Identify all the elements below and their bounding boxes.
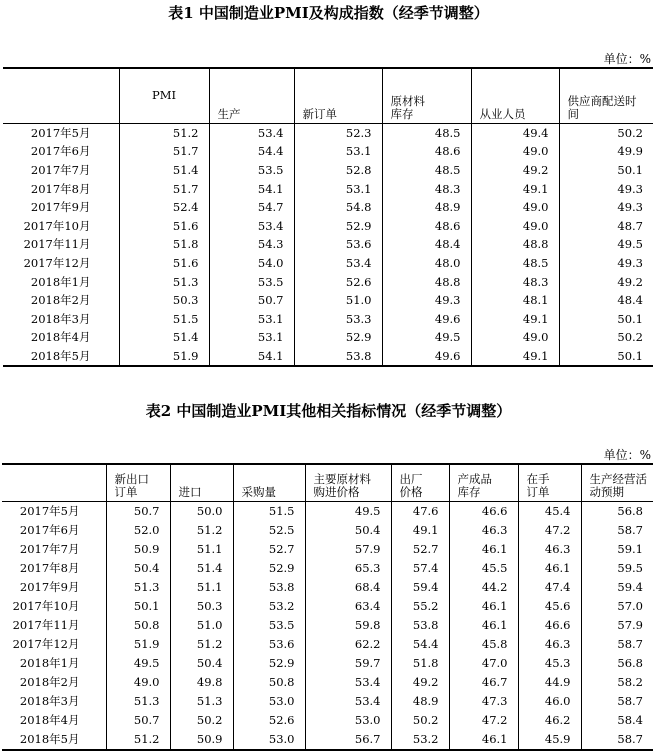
data-cell: 45.4 xyxy=(518,501,581,521)
column-header: 进口 xyxy=(170,464,233,501)
data-cell: 49.0 xyxy=(471,328,559,347)
column-header: 出厂 价格 xyxy=(391,464,449,501)
data-cell: 44.9 xyxy=(518,673,581,692)
row-label: 2017年7月 xyxy=(19,542,80,556)
table-row xyxy=(2,501,653,521)
data-cell: 51.3 xyxy=(170,692,233,711)
data-cell: 49.3 xyxy=(382,291,471,310)
data-cell: 59.5 xyxy=(581,559,653,578)
data-cell: 47.0 xyxy=(449,654,518,673)
data-cell: 59.8 xyxy=(305,616,391,635)
data-cell: 52.7 xyxy=(233,540,305,559)
corner-cell xyxy=(3,68,119,123)
data-cell: 58.2 xyxy=(581,673,653,692)
data-cell: 48.9 xyxy=(382,198,471,217)
data-cell: 53.4 xyxy=(294,254,382,273)
data-cell: 50.9 xyxy=(170,730,233,750)
data-cell: 53.1 xyxy=(209,328,294,347)
row-label: 2018年2月 xyxy=(19,675,80,689)
data-cell: 59.4 xyxy=(391,578,449,597)
table-row xyxy=(3,198,653,217)
column-header: 供应商配送时 间 xyxy=(559,68,653,123)
data-cell: 48.7 xyxy=(559,216,653,235)
data-cell: 59.1 xyxy=(581,540,653,559)
data-cell: 46.3 xyxy=(518,540,581,559)
data-cell: 50.8 xyxy=(106,616,170,635)
data-cell: 53.8 xyxy=(294,347,382,367)
row-label: 2017年10月 xyxy=(12,599,80,613)
data-cell: 46.6 xyxy=(518,616,581,635)
table-row xyxy=(3,291,653,310)
data-cell: 51.5 xyxy=(233,501,305,521)
row-label: 2017年5月 xyxy=(30,125,91,140)
data-cell: 51.3 xyxy=(119,272,209,291)
data-cell: 50.7 xyxy=(209,291,294,310)
pmi-table xyxy=(3,67,653,367)
data-cell: 50.1 xyxy=(559,161,653,180)
table2-unit: 单位：% xyxy=(603,448,651,462)
data-cell: 51.0 xyxy=(170,616,233,635)
table-row xyxy=(2,540,653,559)
data-cell: 51.8 xyxy=(119,235,209,254)
data-cell: 53.4 xyxy=(209,123,294,142)
row-label: 2017年10月 xyxy=(23,218,91,233)
data-cell: 49.2 xyxy=(559,272,653,291)
data-cell: 65.3 xyxy=(305,559,391,578)
row-label: 2017年5月 xyxy=(19,504,80,518)
table-row xyxy=(3,347,653,367)
data-cell: 57.9 xyxy=(581,616,653,635)
data-cell: 56.8 xyxy=(581,501,653,521)
data-cell: 51.9 xyxy=(106,635,170,654)
data-cell: 49.3 xyxy=(559,179,653,198)
data-cell: 50.4 xyxy=(170,654,233,673)
row-label: 2017年11月 xyxy=(23,237,91,252)
table-row xyxy=(2,559,653,578)
table-row xyxy=(3,328,653,347)
data-cell: 51.7 xyxy=(119,179,209,198)
other-indicators-table xyxy=(2,463,653,751)
data-cell: 46.3 xyxy=(449,521,518,540)
data-cell: 48.3 xyxy=(471,272,559,291)
data-cell: 53.2 xyxy=(391,730,449,750)
data-cell: 57.9 xyxy=(305,540,391,559)
data-cell: 49.6 xyxy=(382,309,471,328)
data-cell: 46.1 xyxy=(449,597,518,616)
row-label: 2018年4月 xyxy=(19,713,80,727)
data-cell: 54.1 xyxy=(209,347,294,367)
data-cell: 50.4 xyxy=(106,559,170,578)
data-cell: 54.8 xyxy=(294,198,382,217)
row-label: 2018年3月 xyxy=(30,311,91,326)
column-header: 采购量 xyxy=(233,464,305,501)
data-cell: 54.7 xyxy=(209,198,294,217)
row-label: 2017年12月 xyxy=(23,255,91,270)
data-cell: 53.5 xyxy=(209,272,294,291)
table-row xyxy=(3,123,653,142)
data-cell: 51.2 xyxy=(106,730,170,750)
table-row xyxy=(3,272,653,291)
row-label: 2017年7月 xyxy=(30,162,91,177)
data-cell: 53.8 xyxy=(391,616,449,635)
data-cell: 49.4 xyxy=(471,123,559,142)
table-row xyxy=(2,597,653,616)
data-cell: 46.3 xyxy=(518,635,581,654)
data-cell: 51.6 xyxy=(119,254,209,273)
table1-unit: 单位：% xyxy=(603,52,651,66)
data-cell: 49.0 xyxy=(471,142,559,161)
data-cell: 52.4 xyxy=(119,198,209,217)
column-header: 从业人员 xyxy=(471,68,559,123)
table-row xyxy=(2,730,653,750)
table-row xyxy=(2,635,653,654)
data-cell: 51.7 xyxy=(119,142,209,161)
data-cell: 48.5 xyxy=(471,254,559,273)
data-cell: 51.3 xyxy=(106,692,170,711)
column-header: 生产经营活 动预期 xyxy=(581,464,653,501)
data-cell: 50.1 xyxy=(559,309,653,328)
data-cell: 63.4 xyxy=(305,597,391,616)
data-cell: 49.2 xyxy=(471,161,559,180)
data-cell: 52.7 xyxy=(391,540,449,559)
data-cell: 58.7 xyxy=(581,521,653,540)
table1-header xyxy=(3,68,653,123)
table-row xyxy=(2,521,653,540)
header-row xyxy=(2,464,653,501)
data-cell: 51.5 xyxy=(119,309,209,328)
data-cell: 59.7 xyxy=(305,654,391,673)
data-cell: 53.4 xyxy=(305,673,391,692)
data-cell: 58.7 xyxy=(581,730,653,750)
data-cell: 54.3 xyxy=(209,235,294,254)
data-cell: 54.1 xyxy=(209,179,294,198)
column-header: 主要原材料 购进价格 xyxy=(305,464,391,501)
data-cell: 49.5 xyxy=(559,235,653,254)
data-cell: 52.0 xyxy=(106,521,170,540)
data-cell: 51.1 xyxy=(170,540,233,559)
row-label: 2017年12月 xyxy=(12,637,80,651)
data-cell: 47.4 xyxy=(518,578,581,597)
column-header: 新出口 订单 xyxy=(106,464,170,501)
table1-title: 表1 中国制造业PMI及构成指数（经季节调整） xyxy=(168,4,489,22)
data-cell: 52.9 xyxy=(294,216,382,235)
data-cell: 52.6 xyxy=(294,272,382,291)
data-cell: 49.2 xyxy=(391,673,449,692)
data-cell: 48.5 xyxy=(382,161,471,180)
table-row xyxy=(3,309,653,328)
data-cell: 49.5 xyxy=(305,501,391,521)
data-cell: 45.5 xyxy=(449,559,518,578)
data-cell: 54.4 xyxy=(391,635,449,654)
data-cell: 53.8 xyxy=(233,578,305,597)
data-cell: 55.2 xyxy=(391,597,449,616)
table2-header xyxy=(2,464,653,501)
data-cell: 45.6 xyxy=(518,597,581,616)
data-cell: 50.1 xyxy=(559,347,653,367)
table-row xyxy=(3,235,653,254)
data-cell: 53.0 xyxy=(305,711,391,730)
row-label: 2018年2月 xyxy=(30,293,91,308)
column-header: 产成品 库存 xyxy=(449,464,518,501)
data-cell: 50.3 xyxy=(170,597,233,616)
column-header: PMI xyxy=(119,68,209,123)
data-cell: 48.8 xyxy=(382,272,471,291)
data-cell: 50.2 xyxy=(559,123,653,142)
data-cell: 53.3 xyxy=(294,309,382,328)
data-cell: 49.3 xyxy=(559,254,653,273)
data-cell: 54.4 xyxy=(209,142,294,161)
data-cell: 50.4 xyxy=(305,521,391,540)
data-cell: 52.8 xyxy=(294,161,382,180)
data-cell: 46.1 xyxy=(518,559,581,578)
data-cell: 47.3 xyxy=(449,692,518,711)
data-cell: 49.0 xyxy=(471,198,559,217)
data-cell: 50.1 xyxy=(106,597,170,616)
data-cell: 53.5 xyxy=(233,616,305,635)
data-cell: 52.9 xyxy=(294,328,382,347)
row-label: 2017年8月 xyxy=(19,561,80,575)
table-row xyxy=(2,692,653,711)
data-cell: 49.1 xyxy=(471,347,559,367)
data-cell: 51.4 xyxy=(119,328,209,347)
data-cell: 46.6 xyxy=(449,501,518,521)
data-cell: 47.2 xyxy=(518,521,581,540)
row-label: 2018年4月 xyxy=(30,330,91,345)
data-cell: 52.5 xyxy=(233,521,305,540)
data-cell: 48.3 xyxy=(382,179,471,198)
column-header: 在手 订单 xyxy=(518,464,581,501)
data-cell: 50.8 xyxy=(233,673,305,692)
table-row xyxy=(2,616,653,635)
data-cell: 56.7 xyxy=(305,730,391,750)
row-label: 2017年11月 xyxy=(12,618,80,632)
data-cell: 49.6 xyxy=(382,347,471,367)
data-cell: 46.1 xyxy=(449,730,518,750)
data-cell: 58.4 xyxy=(581,711,653,730)
data-cell: 48.9 xyxy=(391,692,449,711)
data-cell: 51.4 xyxy=(119,161,209,180)
table-row xyxy=(2,654,653,673)
data-cell: 46.0 xyxy=(518,692,581,711)
data-cell: 51.3 xyxy=(106,578,170,597)
data-cell: 53.4 xyxy=(305,692,391,711)
data-cell: 52.3 xyxy=(294,123,382,142)
data-cell: 49.1 xyxy=(391,521,449,540)
row-label: 2018年5月 xyxy=(30,348,91,363)
data-cell: 48.5 xyxy=(382,123,471,142)
table-row xyxy=(3,179,653,198)
data-cell: 45.9 xyxy=(518,730,581,750)
data-cell: 50.2 xyxy=(170,711,233,730)
data-cell: 51.4 xyxy=(170,559,233,578)
data-cell: 50.0 xyxy=(170,501,233,521)
data-cell: 51.8 xyxy=(391,654,449,673)
table-row xyxy=(2,673,653,692)
column-header: 原材料 库存 xyxy=(382,68,471,123)
data-cell: 48.1 xyxy=(471,291,559,310)
data-cell: 51.2 xyxy=(170,521,233,540)
data-cell: 62.2 xyxy=(305,635,391,654)
row-label: 2018年1月 xyxy=(19,656,80,670)
data-cell: 52.6 xyxy=(233,711,305,730)
data-cell: 51.0 xyxy=(294,291,382,310)
data-cell: 56.8 xyxy=(581,654,653,673)
data-cell: 50.2 xyxy=(559,328,653,347)
table-row xyxy=(2,711,653,730)
data-cell: 68.4 xyxy=(305,578,391,597)
data-cell: 50.7 xyxy=(106,501,170,521)
data-cell: 53.1 xyxy=(294,179,382,198)
data-cell: 46.1 xyxy=(449,540,518,559)
data-cell: 58.7 xyxy=(581,635,653,654)
data-cell: 49.0 xyxy=(471,216,559,235)
data-cell: 54.0 xyxy=(209,254,294,273)
data-cell: 57.4 xyxy=(391,559,449,578)
row-label: 2018年1月 xyxy=(30,274,91,289)
data-cell: 53.2 xyxy=(233,597,305,616)
data-cell: 52.9 xyxy=(233,559,305,578)
data-cell: 53.0 xyxy=(233,692,305,711)
data-cell: 48.8 xyxy=(471,235,559,254)
data-cell: 51.6 xyxy=(119,216,209,235)
data-cell: 51.2 xyxy=(119,123,209,142)
data-cell: 50.2 xyxy=(391,711,449,730)
data-cell: 48.0 xyxy=(382,254,471,273)
row-label: 2017年9月 xyxy=(30,200,91,215)
data-cell: 48.4 xyxy=(382,235,471,254)
data-cell: 51.1 xyxy=(170,578,233,597)
data-cell: 48.6 xyxy=(382,216,471,235)
data-cell: 48.6 xyxy=(382,142,471,161)
row-label: 2017年9月 xyxy=(19,580,80,594)
data-cell: 53.0 xyxy=(233,730,305,750)
data-cell: 49.3 xyxy=(559,198,653,217)
table2-body xyxy=(2,501,653,750)
data-cell: 59.4 xyxy=(581,578,653,597)
data-cell: 49.9 xyxy=(559,142,653,161)
table1-body xyxy=(3,123,653,366)
data-cell: 51.9 xyxy=(119,347,209,367)
data-cell: 46.1 xyxy=(449,616,518,635)
table2-title: 表2 中国制造业PMI其他相关指标情况（经季节调整） xyxy=(145,402,512,420)
data-cell: 46.7 xyxy=(449,673,518,692)
row-label: 2018年5月 xyxy=(19,732,80,746)
data-cell: 49.0 xyxy=(106,673,170,692)
corner-cell xyxy=(2,464,106,501)
table-row xyxy=(3,216,653,235)
table-row xyxy=(2,578,653,597)
data-cell: 48.4 xyxy=(559,291,653,310)
data-cell: 53.6 xyxy=(294,235,382,254)
table-row xyxy=(3,142,653,161)
data-cell: 53.5 xyxy=(209,161,294,180)
column-header: 新订单 xyxy=(294,68,382,123)
data-cell: 49.1 xyxy=(471,309,559,328)
data-cell: 45.8 xyxy=(449,635,518,654)
table-row xyxy=(3,254,653,273)
data-cell: 50.9 xyxy=(106,540,170,559)
row-label: 2018年3月 xyxy=(19,694,80,708)
data-cell: 47.2 xyxy=(449,711,518,730)
data-cell: 49.1 xyxy=(471,179,559,198)
data-cell: 47.6 xyxy=(391,501,449,521)
data-cell: 58.7 xyxy=(581,692,653,711)
data-cell: 50.7 xyxy=(106,711,170,730)
data-cell: 50.3 xyxy=(119,291,209,310)
data-cell: 49.5 xyxy=(382,328,471,347)
row-label: 2017年6月 xyxy=(30,144,91,159)
data-cell: 49.5 xyxy=(106,654,170,673)
table-row xyxy=(3,161,653,180)
data-cell: 53.4 xyxy=(209,216,294,235)
data-cell: 45.3 xyxy=(518,654,581,673)
data-cell: 57.0 xyxy=(581,597,653,616)
header-row xyxy=(3,68,653,123)
column-header: 生产 xyxy=(209,68,294,123)
data-cell: 49.8 xyxy=(170,673,233,692)
data-cell: 53.1 xyxy=(294,142,382,161)
data-cell: 51.2 xyxy=(170,635,233,654)
data-cell: 52.9 xyxy=(233,654,305,673)
data-cell: 53.1 xyxy=(209,309,294,328)
data-cell: 53.6 xyxy=(233,635,305,654)
row-label: 2017年8月 xyxy=(30,181,91,196)
data-cell: 44.2 xyxy=(449,578,518,597)
row-label: 2017年6月 xyxy=(19,523,80,537)
data-cell: 46.2 xyxy=(518,711,581,730)
